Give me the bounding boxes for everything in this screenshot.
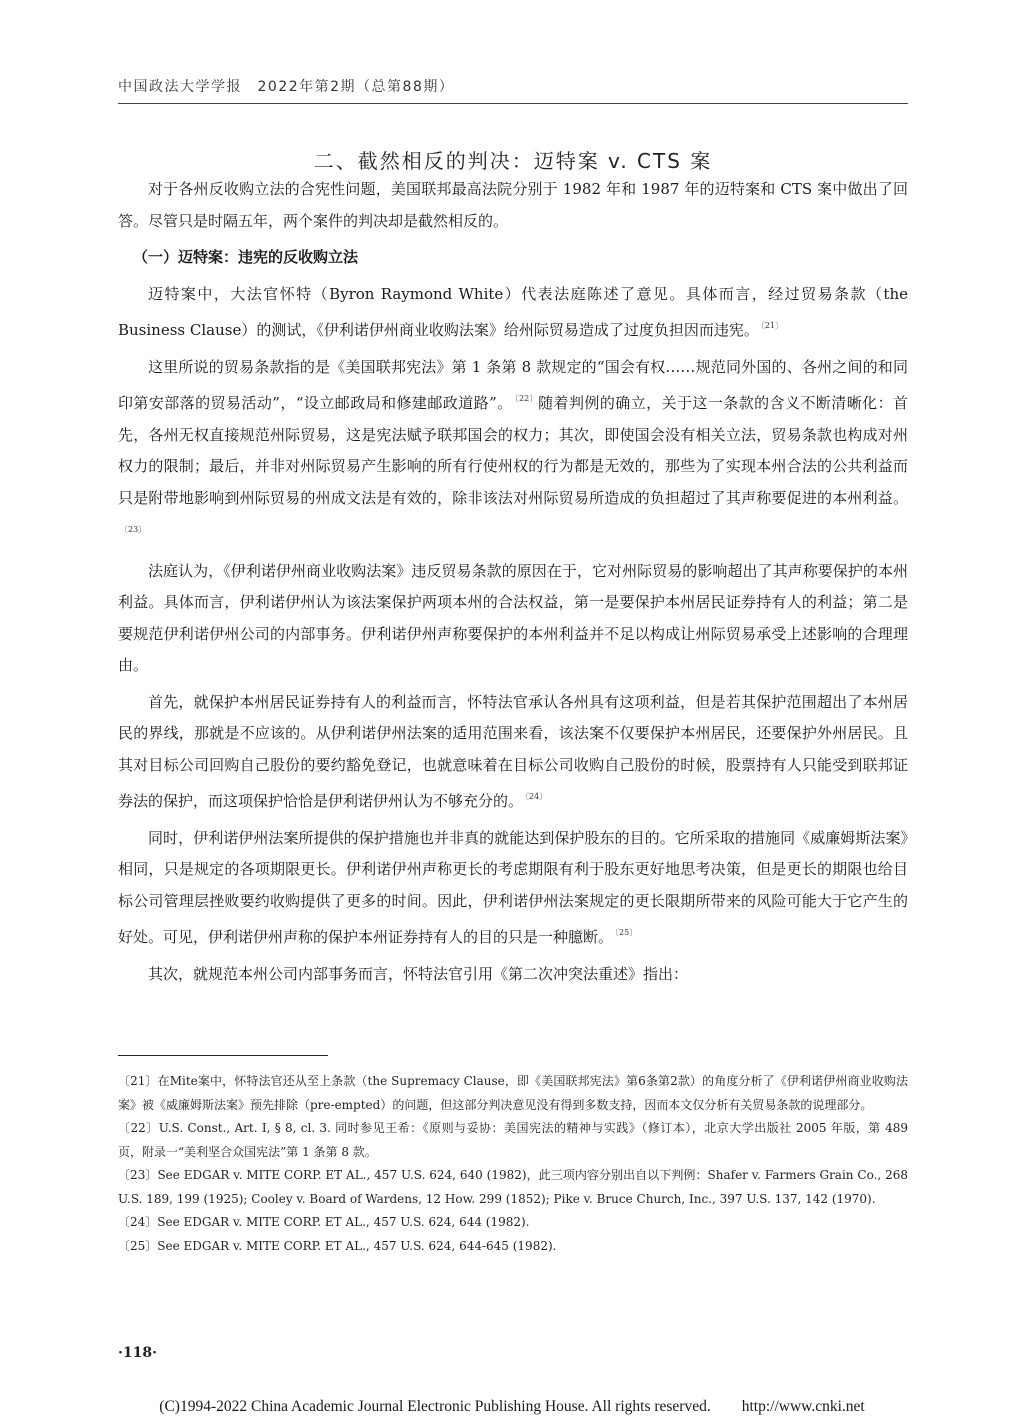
footnote: 〔25〕See EDGAR v. MITE CORP. ET AL., 457 U.S. 624, 644-645 (1982). (118, 1238, 557, 1253)
footnote-ref[interactable]: 〔23〕 (120, 525, 147, 534)
subheading: （一）迈特案：违宪的反收购立法 (133, 248, 359, 266)
footnotes (118, 1070, 908, 1258)
footnote: 〔23〕See EDGAR v. MITE CORP. ET AL., 457 U.S. 624, 640 (1982)，此三项内容分别出自以下判例：Shafer v. Farmers Grain Co., 268 U.S. 189, 199 (1925); Cooley v. Board of Wardens, 12 How. 299 (1852); Pike v. Bruce Church, Inc., 397 U.S. 137, 142 (1970). (118, 1168, 908, 1206)
paragraph (118, 174, 908, 237)
footnote-ref[interactable]: 〔24〕 (525, 792, 548, 801)
paragraph (118, 823, 908, 954)
footnote: 〔21〕在Mite案中，怀特法官还从至上条款（the Supremacy Clause，即《美国联邦宪法》第6条第2款）的角度分析了《伊利诺伊州商业收购法案》被《威廉姆斯法案》预先排除（pre-empted）的问题，但这部分判决意见没有得到多数支持，因而本文仅分析有关贸易条款的说理部分。 (118, 1074, 908, 1112)
paragraph (118, 959, 908, 991)
copyright-notice: (C)1994-2022 China Academic Journal Electronic Publishing House. All rights reserved. http://www.cnki.net (159, 1398, 865, 1415)
section-title: 二、截然相反的判决：迈特案 v. CTS 案 (313, 148, 713, 173)
footnote: 〔22〕U.S. Const., Art. I, § 8, cl. 3. 同时参见王希：《原则与妥协：美国宪法的精神与实践》（修订本），北京大学出版社 2005 年版，第 489 页，附录一“美利坚合众国宪法”第 1 条第 8 款。 (118, 1121, 908, 1159)
paragraph-text: 首先，就保护本州居民证券持有人的利益而言，怀特法官承认各州具有这项利益，但是若其保护范围超出了本州居民的界线，那就是不应该的。从伊利诺伊州法案的适用范围来看，该法案不仅要保护本州居民，还要保护外州居民。且其对目标公司回购自己股份的要约豁免登记，也就意味着在目标公司收购自己股份的时候，股票持有人只能受到联邦证券法的保护，而这项保护恰恰是伊利诺伊州认为不够充分的。 (118, 692, 908, 810)
paragraph-text: 同时，伊利诺伊州法案所提供的保护措施也并非真的就能达到保护股东的目的。它所采取的措施同《威廉姆斯法案》相同，只是规定的各项期限更长。伊利诺伊州声称更长的考虑期限有利于股东更好地思考决策，但是更长的期限也给目标公司管理层挫败要约收购提供了更多的时间。因此，伊利诺伊州法案规定的更长限期所带来的风险可能大于它产生的好处。可见，伊利诺伊州声称的保护本州证券持有人的目的只是一种臆断。 (118, 828, 908, 946)
paragraph-text: 随着判例的确立，关于这一条款的含义不断清晰化：首先，各州无权直接规范州际贸易，这是宪法赋予联邦国会的权力；其次，即使国会没有相关立法，贸易条款也构成对州权力的限制；最后，并非对州际贸易产生影响的所有行使州权的行为都是无效的，那些为了实现本州合法的公共利益而只是附带地影响到州际贸易的州成文法是有效的，除非该法对州际贸易所造成的负担超过了其声称要促进的本州利益。 (118, 394, 908, 507)
article-body (118, 174, 908, 995)
footnote-divider (118, 1055, 328, 1056)
paragraph (118, 279, 908, 347)
running-header: 中国政法大学学报 2022年第2期（总第88期） (118, 79, 455, 95)
page-number: ·118· (118, 1345, 157, 1361)
paragraph (118, 687, 908, 818)
paragraph-text: 对于各州反收购立法的合宪性问题，美国联邦最高法院分别于 1982 年和 1987 年的迈特案和 CTS 案中做出了回答。尽管只是时隔五年，两个案件的判决却是截然相反的。 (118, 180, 908, 230)
footnote-ref[interactable]: 〔25〕 (615, 928, 638, 937)
paragraph-text: 其次，就规范本州公司内部事务而言，怀特法官引用《第二次冲突法重述》指出： (148, 964, 689, 983)
header-divider (118, 103, 908, 104)
paragraph-text: 法庭认为，《伊利诺伊州商业收购法案》违反贸易条款的原因在于，它对州际贸易的影响超出了其声称要保护的本州利益。具体而言，伊利诺伊州认为该法案保护两项本州的合法权益，第一是要保护本州居民证券持有人的利益；第二是要规范伊利诺伊州公司的内部事务。伊利诺伊州声称要保护的本州利益并不足以构成让州际贸易承受上述影响的合理理由。 (118, 561, 908, 674)
paragraph (118, 556, 908, 682)
footnote-ref[interactable]: 〔22〕 (514, 394, 539, 403)
paragraph (118, 352, 908, 551)
paragraph-text: 这里所说的贸易条款指的是《美国联邦宪法》第 1 条第 8 款规定的“国会有权……规范同外国的、各州之间的和同印第安部落的贸易活动”，“设立邮政局和修建邮政道路”。 (118, 357, 908, 412)
paragraph-text: 迈特案中，大法官怀特（Byron Raymond White）代表法庭陈述了意见。具体而言，经过贸易条款（the Business Clause）的测试，《伊利诺伊州商业收购法案》给州际贸易造成了过度负担因而违宪。 (118, 284, 908, 339)
footnote-ref[interactable]: 〔21〕 (760, 321, 784, 330)
footnote: 〔24〕See EDGAR v. MITE CORP. ET AL., 457 U.S. 624, 644 (1982). (118, 1215, 530, 1229)
